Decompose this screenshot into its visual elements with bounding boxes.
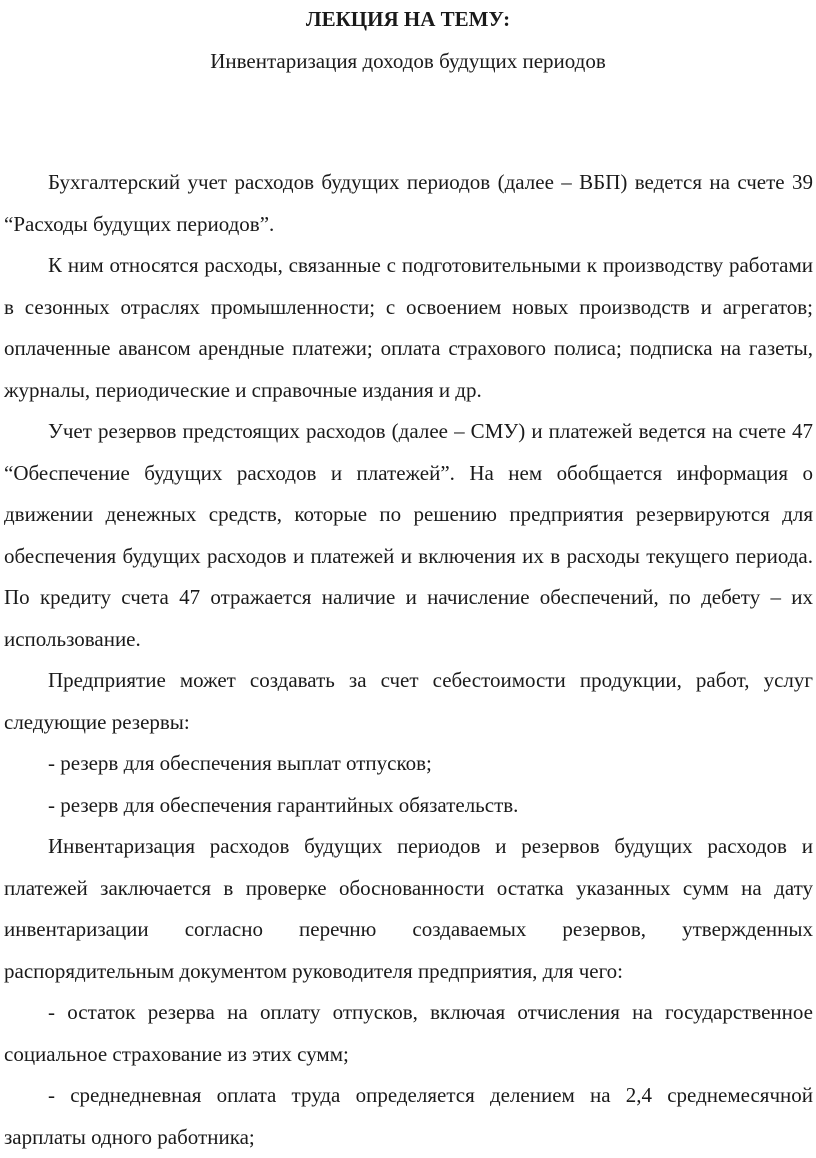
document-subtitle: Инвентаризация доходов будущих периодов — [210, 49, 606, 73]
list-item-vacation-reserve: - резерв для обеспечения выплат отпусков; — [48, 751, 432, 775]
list-item-warranty-reserve: - резерв для обеспечения гарантийных обязательств. — [48, 792, 519, 817]
paragraph-reserves-intro: Предприятие может создавать за счет себестоимости продукции, работ, услуг следующие резервы: — [4, 668, 813, 734]
paragraph-expenses-list: К ним относятся расходы, связанные с подготовительными к производству работами в сезонных отраслях промышленности; с освоением новых производств и агрегатов; оплаченные авансом арендные платежи; оплата страхового полиса; подписка на газеты, журналы, периодические и справочные издания и др. — [4, 253, 813, 402]
paragraph-reserves-account: Учет резервов предстоящих расходов (далее – СМУ) и платежей ведется на счете 47 “Обеспечение будущих расходов и платежей”. На нем обобщается информация о движении денежных средств, которые по решению предприятия резервируются для обеспечения будущих расходов и платежей и включения их в расходы текущего периода. По кредиту счета 47 отражается наличие и начисление обеспечений, по дебету – их использование. — [4, 419, 813, 651]
paragraph-vbp-account: Бухгалтерский учет расходов будущих периодов (далее – ВБП) ведется на счете 39 “Расходы будущих периодов”. — [4, 170, 813, 236]
document-body — [4, 162, 813, 1158]
document-title: ЛЕКЦИЯ НА ТЕМУ: — [305, 7, 511, 31]
paragraph-inventory-procedure: Инвентаризация расходов будущих периодов и резервов будущих расходов и платежей заключается в проверке обоснованности остатка указанных сумм на дату инвентаризации согласно перечню создаваемых резервов, утвержденных распорядительным документом руководителя предприятия, для чего: — [4, 834, 813, 983]
list-item-vacation-balance: - остаток резерва на оплату отпусков, включая отчисления на государственное социальное страхование из этих сумм; — [4, 1000, 813, 1066]
list-item-daily-pay: - среднедневная оплата труда определяется делением на 2,4 среднемесячной зарплаты одного работника; — [4, 1083, 813, 1149]
